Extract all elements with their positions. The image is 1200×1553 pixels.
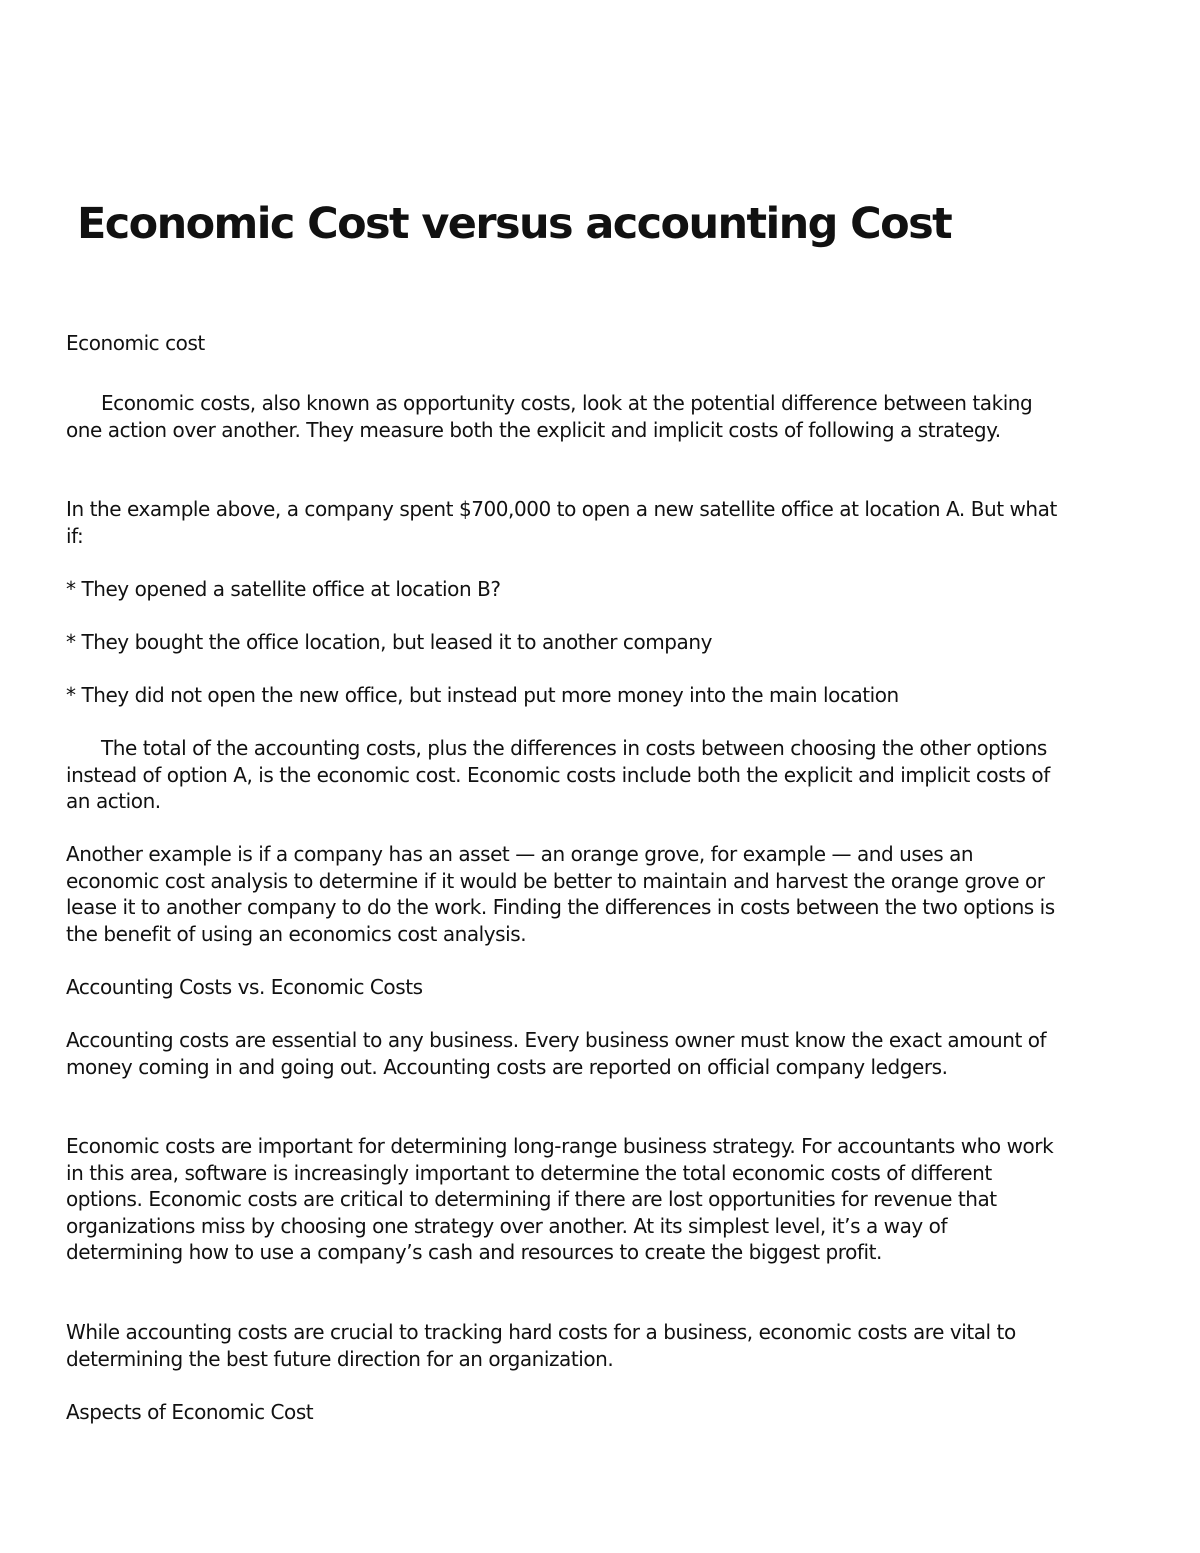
section-heading-accounting-vs-economic: Accounting Costs vs. Economic Costs	[66, 975, 423, 999]
paragraph-orange-grove-example: Another example is if a company has an asset — an orange grove, for example — and uses an economic cost analysis to determine if it would be better to maintain and harvest the orange grove or lease it to another company to do the work. Finding the differences in costs between the two options is the benefit of using an economics cost analysis.	[66, 842, 1055, 946]
paragraph-total-accounting-costs: The total of the accounting costs, plus the differences in costs between choosing the other options instead of option A, is the economic cost. Economic costs include both the explicit and implicit costs of an action.	[66, 736, 1050, 813]
section-heading-economic-cost: Economic cost	[66, 331, 205, 355]
paragraph-economic-costs-definition: Economic costs, also known as opportunity costs, look at the potential difference between taking one action over another. They measure both the explicit and implicit costs of following a strategy.	[66, 391, 1033, 442]
list-item-main-location: * They did not open the new office, but instead put more money into the main location	[66, 683, 899, 707]
section-heading-aspects-of-economic-cost: Aspects of Economic Cost	[66, 1400, 314, 1424]
list-item-leased-office: * They bought the office location, but leased it to another company	[66, 630, 712, 654]
paragraph-example-location-a: In the example above, a company spent $700,000 to open a new satellite office at location A. But what if:	[66, 497, 1057, 548]
paragraph-accounting-costs-essential: Accounting costs are essential to any business. Every business owner must know the exact amount of money coming in and going out. Accounting costs are reported on official company ledgers.	[66, 1028, 1047, 1079]
paragraph-hard-costs-vs-future-direction: While accounting costs are crucial to tracking hard costs for a business, economic costs are vital to determining the best future direction for an organization.	[66, 1320, 1016, 1371]
list-item-location-b: * They opened a satellite office at location B?	[66, 577, 501, 601]
paragraph-economic-costs-strategy: Economic costs are important for determining long-range business strategy. For accountants who work in this area, software is increasingly important to determine the total economic costs of different options. Economic costs are critical to determining if there are lost opportunities for revenue that organizations miss by choosing one strategy over another. At its simplest level, it’s a way of determining how to use a company’s cash and resources to create the biggest profit.	[66, 1134, 1054, 1264]
document-title: Economic Cost versus accounting Cost	[77, 199, 952, 249]
